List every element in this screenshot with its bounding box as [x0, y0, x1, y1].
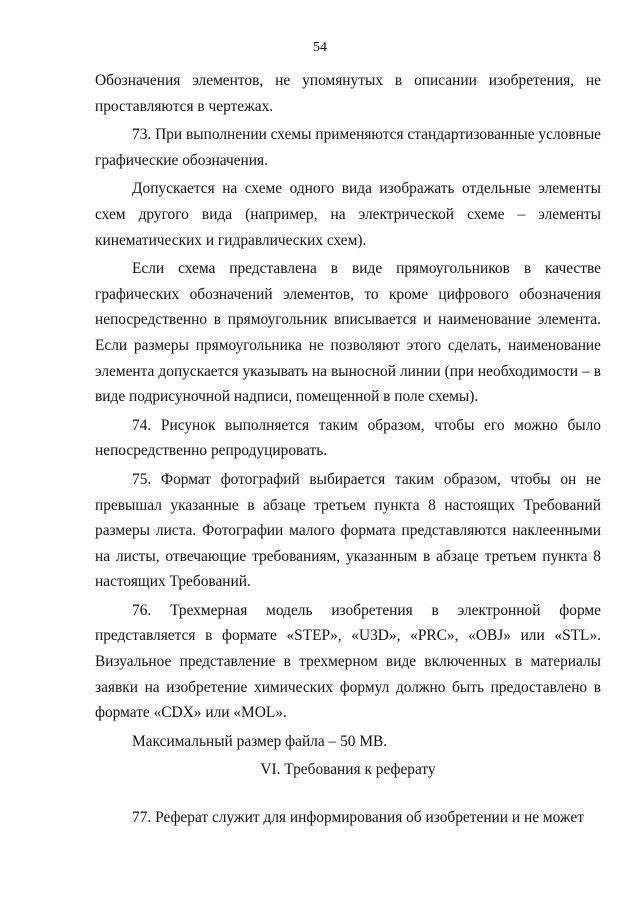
section-title: VI. Требования к реферату	[260, 761, 436, 779]
paragraph-73: 73. При выполнении схемы применяются стандартизованные условные графические обозначения.	[95, 126, 601, 169]
paragraph-continuation: Обозначения элементов, не упомянутых в описании изобретения, не проставляются в чертежах.	[95, 72, 601, 115]
paragraph-rectangles: Если схема представлена в виде прямоугольников в качестве графических обозначений элементов, то кроме цифрового обозначения непосредственно в прямоугольник вписывается и наименование элемента. Если размеры прямоугольника не позволяют этого сделать, наименование элемента допускается указывать на выносной линии (при необходимости – в виде подрисуночной надписи, помещенной в поле схемы).	[95, 260, 601, 406]
paragraph-schema-types: Допускается на схеме одного вида изображать отдельные элементы схем другого вида (например, на электрической схеме – элементы кинематических и гидравлических схем).	[95, 180, 601, 249]
paragraph-74: 74. Рисунок выполняется таким образом, чтобы его можно было непосредственно репродуцировать.	[95, 416, 601, 460]
paragraph-max-file-size: Максимальный размер файла – 50 MB.	[132, 732, 388, 750]
page-number: 54	[313, 40, 327, 55]
body-text	[95, 68, 601, 831]
paragraph-76: 76. Трехмерная модель изобретения в электронной форме представляется в формате «STEP», «U3D», «PRC», «OBJ» или «STL». Визуальное представление в трехмерном виде включенных в материалы заявки на изобретение химических формул должно быть предоставлено в формате «CDX» или «MOL».	[95, 601, 601, 722]
paragraph-75: 75. Формат фотографий выбирается таким образом, чтобы он не превышал указанные в абзаце третьем пункта 8 настоящих Требований размеры листа. Фотографии малого формата представляются наклеенными на листы, отвечающие требованиям, указанным в абзаце третьем пункта 8 настоящих Требований.	[95, 470, 601, 591]
paragraph-77: 77. Реферат служит для информирования об изобретении и не может	[132, 809, 584, 827]
